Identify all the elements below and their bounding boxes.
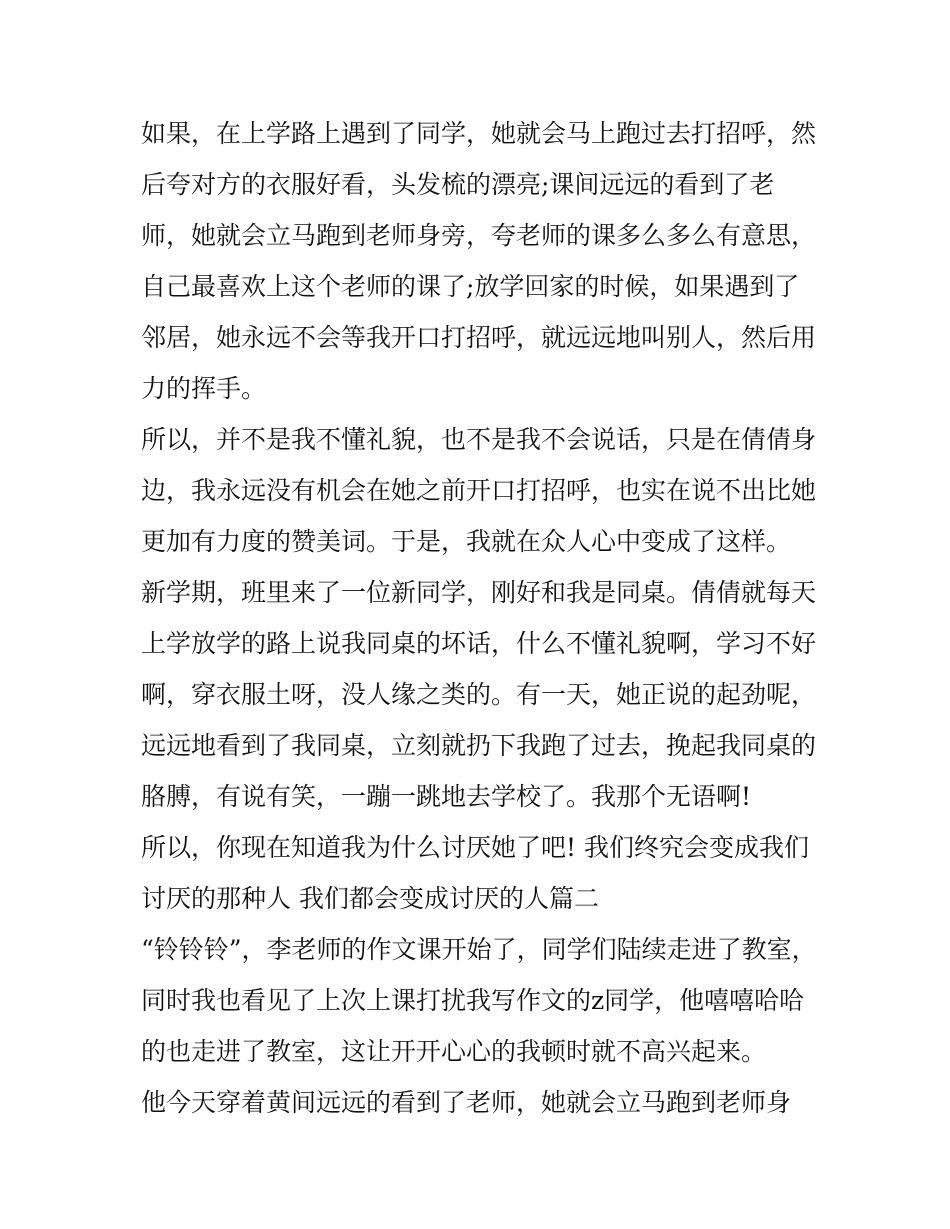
- text-line: 更加有力度的赞美词。于是，我就在众人心中变成了这样。: [141, 527, 792, 556]
- text-line: “铃铃铃”，李老师的作文课开始了，同学们陆续走进了教室，: [141, 935, 817, 964]
- text-line: 新学期，班里来了一位新同学，刚好和我是同桌。倩倩就每天: [141, 578, 817, 607]
- text-line: 边，我永远没有机会在她之前开口打招呼，也实在说不出比她: [141, 476, 817, 505]
- text-line: 上学放学的路上说我同桌的坏话，什么不懂礼貌啊，学习不好: [141, 629, 817, 658]
- text-line: 啊，穿衣服土呀，没人缘之类的。有一天，她正说的起劲呢，: [141, 680, 817, 709]
- text-line: 远远地看到了我同桌，立刻就扔下我跑了过去，挽起我同桌的: [141, 731, 817, 760]
- text-line: 讨厌的那种人 我们都会变成讨厌的人篇二: [141, 884, 599, 913]
- body-text: [141, 108, 821, 1128]
- text-line: 自己最喜欢上这个老师的课了;放学回家的时候，如果遇到了: [141, 272, 800, 301]
- text-line: 他今天穿着黄间远远的看到了老师，她就会立马跑到老师身: [141, 1088, 792, 1117]
- text-line: 所以，并不是我不懂礼貌，也不是我不会说话，只是在倩倩身: [141, 425, 817, 454]
- text-line: 所以，你现在知道我为什么讨厌她了吧! 我们终究会变成我们: [141, 833, 809, 862]
- text-line: 力的挥手。: [141, 374, 267, 403]
- text-line: 的也走进了教室，这让开开心心的我顿时就不高兴起来。: [141, 1037, 767, 1066]
- text-line: 同时我也看见了上次上课打扰我写作文的z同学，他嘻嘻哈哈: [141, 986, 805, 1015]
- text-line: 胳膊，有说有笑，一蹦一跳地去学校了。我那个无语啊!: [141, 782, 752, 811]
- text-line: 如果，在上学路上遇到了同学，她就会马上跑过去打招呼，然: [141, 119, 817, 148]
- text-line: 师，她就会立马跑到老师身旁，夸老师的课多么多么有意思，: [141, 221, 817, 250]
- text-line: 后夸对方的衣服好看，头发梳的漂亮;课间远远的看到了老: [141, 170, 775, 199]
- text-line: 邻居，她永远不会等我开口打招呼，就远远地叫别人，然后用: [141, 323, 817, 352]
